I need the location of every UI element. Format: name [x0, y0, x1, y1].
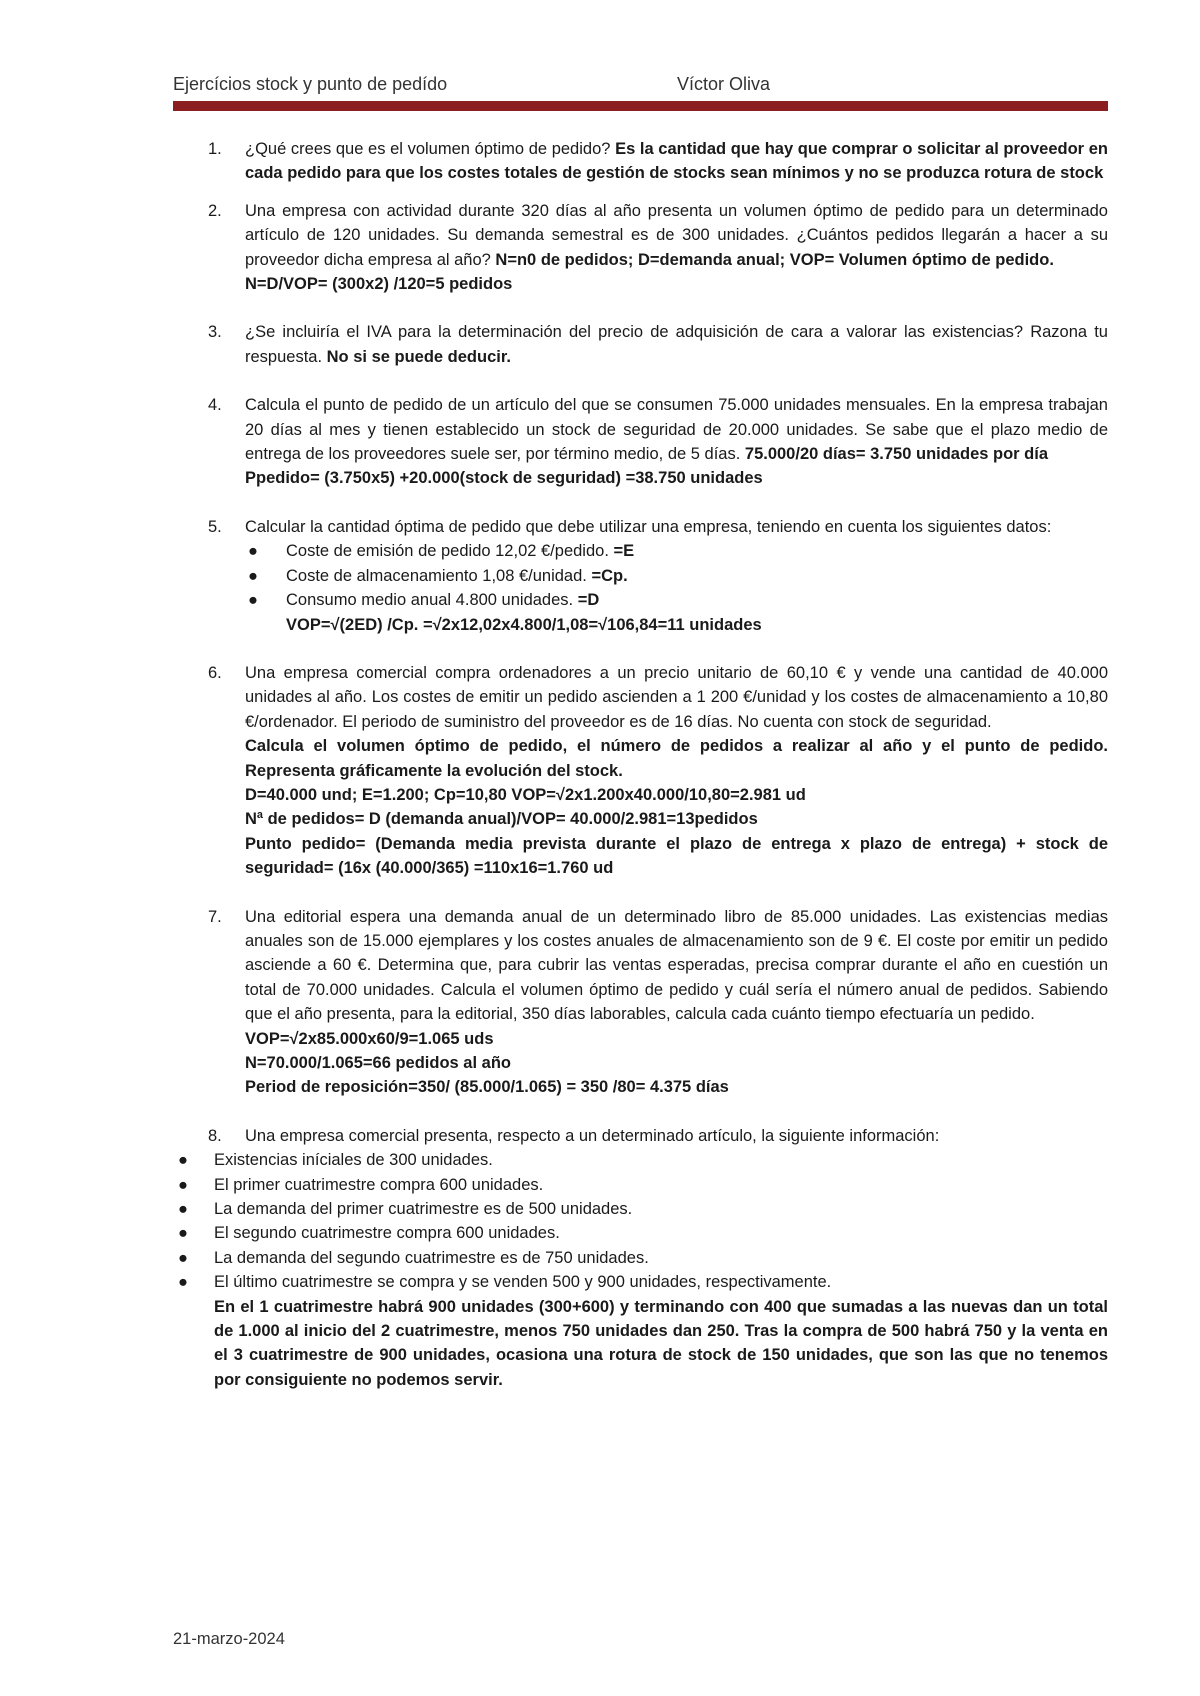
- question-number: 8.: [208, 1126, 222, 1145]
- answer-formula: VOP=√2x85.000x60/9=1.065 uds: [245, 1029, 494, 1048]
- question-text: Una empresa con actividad durante 320 días al año presenta un volumen óptimo de pedido para un determinado artículo de 120 unidades. Su demanda semestral es de 300 unidades. ¿Cuántos pedidos llegarán a hacer a su proveedor dicha empresa al año?: [245, 201, 1108, 269]
- list-item: ● El último cuatrimestre se compra y se venden 500 y 900 unidades, respectivamente.: [173, 1270, 1108, 1294]
- header-rule: [173, 101, 1108, 111]
- question-text: Calcular la cantidad óptima de pedido que debe utilizar una empresa, teniendo en cuenta los siguientes datos:: [245, 517, 1052, 536]
- question-text: Una empresa comercial compra ordenadores a un precio unitario de 60,10 € y vende una cantidad de 40.000 unidades al año. Los costes de emitir un pedido ascienden a 1 200 €/unidad y los costes de almacenamiento a 10,80 €/ordenador. El periodo de suministro del proveedor es de 16 días. No cuenta con stock de seguridad.: [245, 663, 1108, 731]
- question-number: 7.: [208, 907, 222, 926]
- question-number: 6.: [208, 663, 222, 682]
- question-text: ¿Qué crees que es el volumen óptimo de pedido?: [245, 140, 611, 158]
- answer-formula: VOP=√(2ED) /Cp. =√2x12,02x4.800/1,08=√106,84=11 unidades: [286, 615, 762, 634]
- question-text: Una editorial espera una demanda anual de un determinado libro de 85.000 unidades. Las existencias medias anuales son de 15.000 ejemplares y los costes anuales de almacenamiento son de 9 €. El coste por emitir un pedido asciende a 60 €. Determina que, para cubrir las ventas esperadas, precisa comprar durante el año en cuestión un total de 70.000 unidades. Calcula el volumen óptimo de pedido y cuál sería el número anual de pedidos. Sabiendo que el año presenta, para la editorial, 350 días laborables, calcula cada cuánto tiempo efectuaría un pedido.: [245, 907, 1108, 1024]
- question-1: [173, 137, 1108, 186]
- bullet-icon: ●: [178, 1175, 188, 1194]
- answer-text: N=n0 de pedidos; D=demanda anual; VOP= Volumen óptimo de pedido.: [495, 250, 1054, 269]
- bullet-icon: ●: [248, 542, 258, 561]
- list-item: ● La demanda del primer cuatrimestre es de 500 unidades.: [173, 1197, 1108, 1221]
- answer-formula: Period de reposición=350/ (85.000/1.065) = 350 /80= 4.375 días: [245, 1078, 729, 1097]
- list-item: [173, 1295, 1108, 1393]
- answer-formula: Nª de pedidos= D (demanda anual)/VOP= 40.000/2.981=13pedidos: [245, 810, 758, 829]
- question-2: [173, 199, 1108, 297]
- answer-formula: Punto pedido= (Demanda media prevista durante el plazo de entrega x plazo de entrega) + stock de seguridad= (16x (40.000/365) =110x16=1.760 ud: [245, 834, 1108, 878]
- list-item: ● El segundo cuatrimestre compra 600 unidades.: [173, 1221, 1108, 1245]
- question-number: 2.: [208, 201, 222, 220]
- answer-text: No si se puede deducir.: [326, 347, 511, 366]
- question-4: [173, 393, 1108, 491]
- list-item: ● La demanda del segundo cuatrimestre es de 750 unidades.: [173, 1246, 1108, 1270]
- bullet-icon: ●: [178, 1273, 188, 1292]
- answer-formula: N=70.000/1.065=66 pedidos al año: [245, 1054, 511, 1072]
- bullet-icon: ●: [178, 1151, 188, 1170]
- bullet-icon: ●: [248, 591, 258, 610]
- document-body: [173, 137, 1108, 1392]
- question-8: [173, 1124, 1108, 1148]
- answer-formula: D=40.000 und; E=1.200; Cp=10,80 VOP=√2x1.200x40.000/10,80=2.981 ud: [245, 785, 806, 804]
- question-3: [173, 320, 1108, 369]
- list-item: ● El primer cuatrimestre compra 600 unidades.: [173, 1173, 1108, 1197]
- bullet-icon: ●: [248, 566, 258, 585]
- answer-formula: N=D/VOP= (300x2) /120=5 pedidos: [245, 275, 513, 294]
- question-6: [173, 661, 1108, 881]
- bullet-icon: ●: [178, 1248, 188, 1267]
- answer-text: Es la cantidad que hay que comprar o solicitar al proveedor en cada pedido para que los costes totales de gestión de stocks sean mínimos y no se produzca rotura de stock: [245, 140, 1108, 183]
- question-text: Una empresa comercial presenta, respecto a un determinado artículo, la siguiente información:: [245, 1126, 940, 1145]
- question-5: [173, 515, 1108, 539]
- list-item: ● Existencias iníciales de 300 unidades.: [173, 1148, 1108, 1172]
- question-number: 5.: [208, 517, 222, 536]
- bullet-icon: ●: [178, 1200, 188, 1219]
- question-text: ¿Se incluiría el IVA para la determinación del precio de adquisición de cara a valorar las existencias? Razona tu respuesta.: [245, 323, 1108, 366]
- bullet-list: [173, 1148, 1108, 1392]
- answer-text: 75.000/20 días= 3.750 unidades por día: [744, 445, 1049, 464]
- question-text: Calcula el punto de pedido de un artículo del que se consumen 75.000 unidades mensuales. En la empresa trabajan 20 días al mes y tienen establecido un stock de seguridad de 20.000 unidades. Se sabe que el plazo medio de entrega de los proveedores suele ser, por término medio, de 5 días.: [245, 396, 1108, 464]
- answer-text: En el 1 cuatrimestre habrá 900 unidades (300+600) y terminando con 400 que sumadas a las nuevas dan un total de 1.000 al inicio del 2 cuatrimestre, menos 750 unidades dan 250. Tras la compra de 500 habrá 750 y la venta en el 3 cuatrimestre de 900 unidades, ocasiona una rotura de stock de 150 unidades, que son las que no tenemos por consiguiente no podemos servir.: [214, 1297, 1108, 1389]
- bullet-icon: ●: [178, 1224, 188, 1243]
- list-item: ● Coste de emisión de pedido 12,02 €/pedido. =E: [173, 539, 1108, 563]
- list-item: ● Coste de almacenamiento 1,08 €/unidad. =Cp.: [173, 564, 1108, 588]
- question-7: [173, 905, 1108, 1100]
- bullet-list: [173, 539, 1108, 637]
- list-item: ● Consumo medio anual 4.800 unidades. =D: [173, 588, 1108, 612]
- answer-formula: Ppedido= (3.750x5) +20.000(stock de seguridad) =38.750 unidades: [245, 469, 763, 488]
- page-footer-date: 21-marzo-2024: [173, 1630, 285, 1648]
- question-number: 1.: [208, 140, 222, 158]
- question-number: 4.: [208, 396, 222, 415]
- question-number: 3.: [208, 323, 222, 342]
- answer-text: Calcula el volumen óptimo de pedido, el número de pedidos a realizar al año y el punto de pedido. Representa gráficamente la evolución del stock.: [245, 737, 1108, 780]
- document-title: Ejercícios stock y punto de pedído: [173, 74, 448, 94]
- author-name: Víctor Oliva: [677, 74, 771, 94]
- list-item: [173, 613, 1108, 637]
